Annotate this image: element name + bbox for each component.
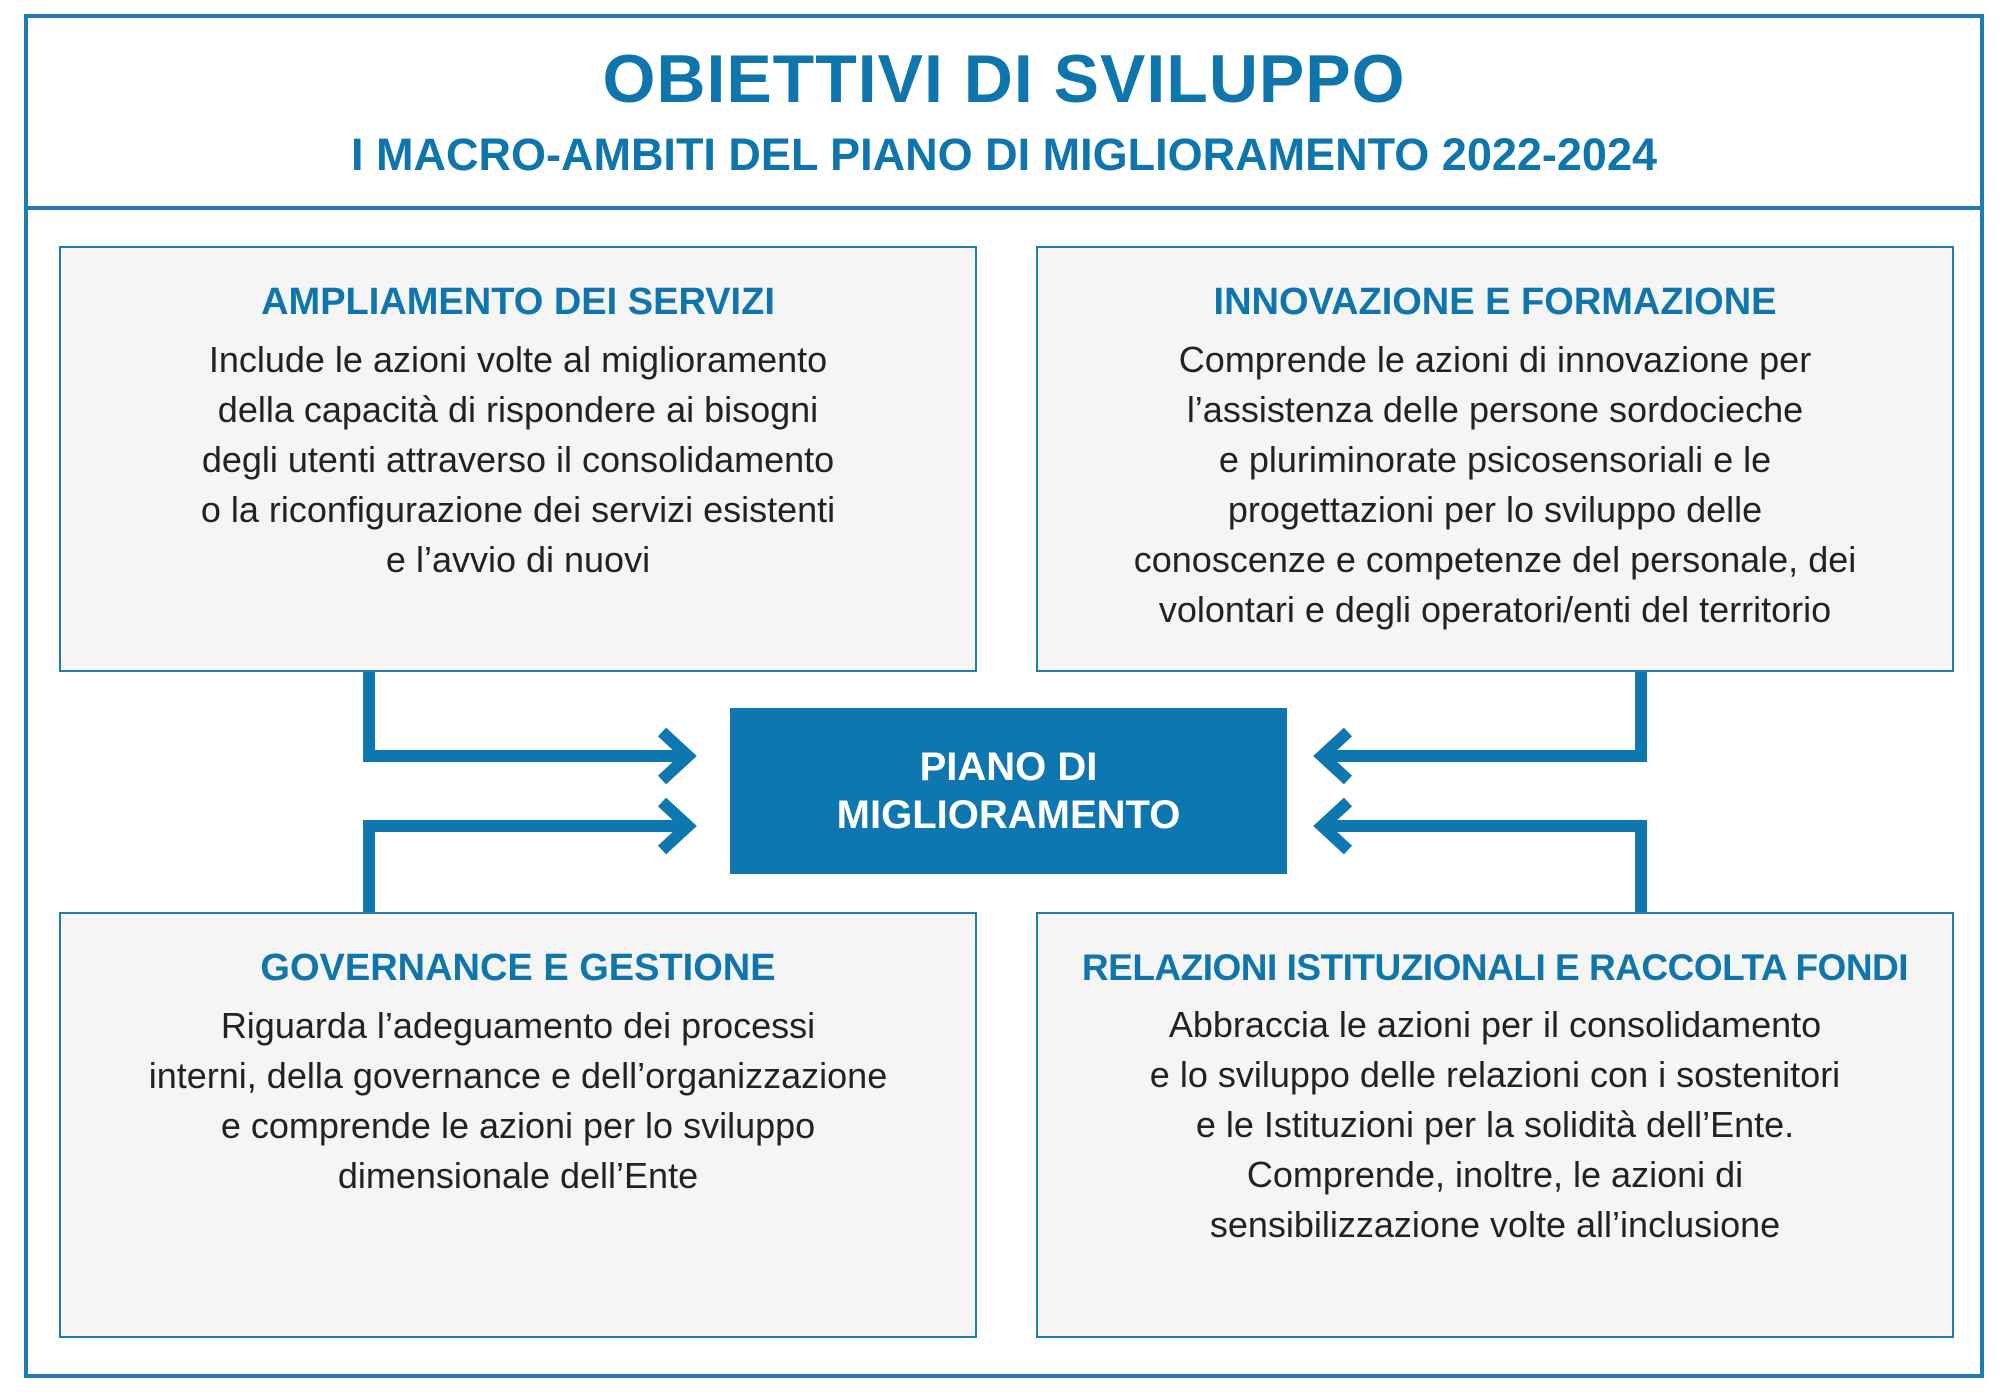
- header: [28, 18, 1980, 210]
- box-description: Include le azioni volte al miglioramento della capacità di rispondere ai bisogni degli utenti attraverso il consolidamento o la riconfigurazione dei servizi esistenti e l’avvio di nuovi: [200, 339, 836, 581]
- box-title: GOVERNANCE E GESTIONE: [260, 947, 776, 989]
- box-relazioni-raccolta-fondi: [1036, 912, 1954, 1338]
- center-label-line2: MIGLIORAMENTO: [836, 793, 1181, 837]
- box-governance-gestione: [59, 912, 977, 1338]
- box-description: Comprende le azioni di innovazione per l’assistenza delle persone sordocieche e pluriminorate psicosensoriali e le progettazioni per lo sviluppo delle conoscenze e competenze del personale, dei volontari e degli operatori/enti del territorio: [1133, 339, 1857, 631]
- box-description: Abbraccia le azioni per il consolidamento e lo sviluppo delle relazioni con i sostenitori e le Istituzioni per la solidità dell’Ente. Comprende, inoltre, le azioni di sensibilizzazione volte all’inclusione: [1149, 1004, 1841, 1246]
- box-ampliamento-servizi: [59, 246, 977, 672]
- box-innovazione-formazione: [1036, 246, 1954, 672]
- piano-miglioramento-box: [730, 708, 1287, 874]
- box-title: INNOVAZIONE E FORMAZIONE: [1213, 281, 1777, 323]
- page-subtitle: I MACRO-AMBITI DEL PIANO DI MIGLIORAMENTO 2022-2024: [350, 129, 1657, 180]
- center-label-line1: PIANO DI: [919, 745, 1098, 789]
- box-title: AMPLIAMENTO DEI SERVIZI: [261, 281, 775, 323]
- box-title: RELAZIONI ISTITUZIONALI E RACCOLTA FONDI: [1081, 947, 1909, 988]
- page-title: OBIETTIVI DI SVILUPPO: [602, 41, 1406, 117]
- box-description: Riguarda l’adeguamento dei processi interni, della governance e dell’organizzazione e comprende le azioni per lo sviluppo dimensionale dell’Ente: [148, 1005, 888, 1197]
